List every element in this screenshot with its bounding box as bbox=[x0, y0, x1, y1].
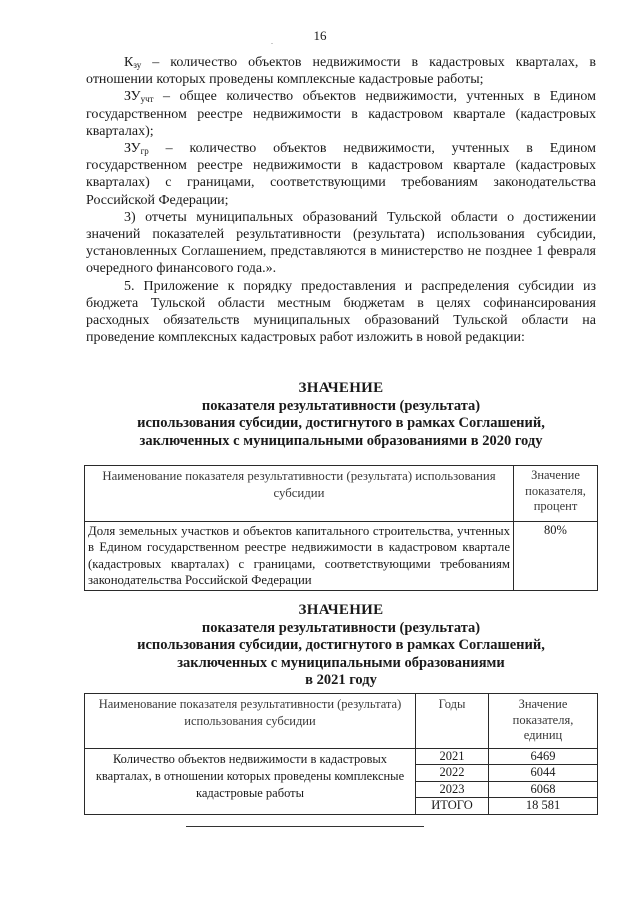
indicator-table-2021 bbox=[84, 693, 598, 815]
paragraph-zu-uchet bbox=[86, 88, 596, 140]
header-years: Годы bbox=[416, 694, 489, 749]
body-text bbox=[86, 54, 596, 346]
symbol-subscript: зу bbox=[133, 60, 142, 70]
header-indicator-value: Значение показателя, единиц bbox=[489, 694, 598, 749]
cell-indicator-name: Доля земельных участков и объектов капитального строительства, учтенных в Едином государственном реестре недвижимости в кадастровом квартале (кадастровых кварталах) с границами, соответствующими требованиям законодательства Российской Федерации bbox=[85, 521, 514, 590]
heading-title: ЗНАЧЕНИЕ bbox=[298, 380, 384, 396]
cell-year-total: ИТОГО bbox=[416, 798, 489, 815]
paragraph-text: – количество объектов недвижимости в кадастровых кварталах, в отношении которых проведены комплексные кадастровые работы; bbox=[86, 55, 596, 88]
table-row bbox=[85, 521, 598, 590]
paragraph-zu-gr bbox=[86, 140, 596, 209]
cell-year: 2023 bbox=[416, 781, 489, 798]
paragraph-appendix: 5. Приложение к порядку предоставления и распределения субсидии из бюджета Тульской области местным бюджетам в целях софинансирования расходных обязательств муниципальных образований Тульской области на проведение комплексных кадастровых работ изложить в новой редакции: bbox=[86, 278, 596, 346]
symbol-zu: ЗУ bbox=[124, 89, 141, 105]
page-number: 16 bbox=[313, 28, 327, 43]
section-heading-2020 bbox=[86, 380, 596, 450]
table-header-row bbox=[85, 694, 598, 749]
indicator-table-2020 bbox=[84, 465, 598, 591]
cell-indicator-name: Количество объектов недвижимости в кадастровых кварталах, в отношении которых проведены комплексные кадастровые работы bbox=[85, 748, 416, 814]
header-indicator-value: Значение показателя, процент bbox=[514, 466, 598, 522]
paragraph-reports: 3) отчеты муниципальных образований Тульской области о достижении значений показателей результативности (результата) использования субсидии, установленных Соглашением, представляются в министерство не позднее 1 февраля очередного финансового года.». bbox=[86, 209, 596, 277]
section-heading-2021 bbox=[86, 602, 596, 690]
cell-value: 6044 bbox=[489, 765, 598, 782]
symbol-k: К bbox=[124, 55, 134, 70]
table-row bbox=[85, 748, 598, 765]
heading-title: ЗНАЧЕНИЕ bbox=[298, 602, 384, 618]
cell-year: 2021 bbox=[416, 748, 489, 765]
cell-value-total: 18 581 bbox=[489, 798, 598, 815]
heading-subtitle: заключенных с муниципальными образованиями bbox=[177, 654, 505, 671]
heading-subtitle: использования субсидии, достигнутого в рамках Соглашений, bbox=[137, 637, 545, 653]
closing-divider bbox=[186, 826, 424, 827]
heading-subtitle: показателя результативности (результата) bbox=[201, 619, 481, 636]
table-header-row bbox=[85, 466, 598, 522]
heading-subtitle: показателя результативности (результата) bbox=[201, 397, 481, 414]
paragraph-kzu bbox=[86, 54, 596, 88]
scan-speck: . bbox=[271, 37, 273, 46]
paragraph-text: – общее количество объектов недвижимости, учтенных в Едином государственном реестре недвижимости в кадастровом квартале (кадастровых кварталах); bbox=[86, 89, 596, 139]
cell-value: 6068 bbox=[489, 781, 598, 798]
symbol-subscript: учт bbox=[140, 94, 154, 105]
symbol-subscript: гр bbox=[140, 146, 149, 157]
paragraph-text: – количество объектов недвижимости, учтенных в Едином государственном реестре недвижимости в кадастровом квартале (кадастровых кварталах) с границами, соответствующими требованиям законодательства Российской Федерации; bbox=[86, 141, 596, 208]
heading-subtitle: использования субсидии, достигнутого в рамках Соглашений, bbox=[137, 415, 545, 431]
cell-indicator-value: 80% bbox=[514, 521, 598, 590]
heading-subtitle: в 2021 году bbox=[305, 672, 377, 688]
header-indicator-name: Наименование показателя результативности (результата) использования субсидии bbox=[85, 466, 514, 522]
header-indicator-name: Наименование показателя результативности (результата) использования субсидии bbox=[85, 694, 416, 749]
cell-value: 6469 bbox=[489, 748, 598, 765]
cell-year: 2022 bbox=[416, 765, 489, 782]
symbol-zu: ЗУ bbox=[124, 141, 141, 157]
heading-subtitle: заключенных с муниципальными образованиями в 2020 году bbox=[139, 432, 543, 449]
